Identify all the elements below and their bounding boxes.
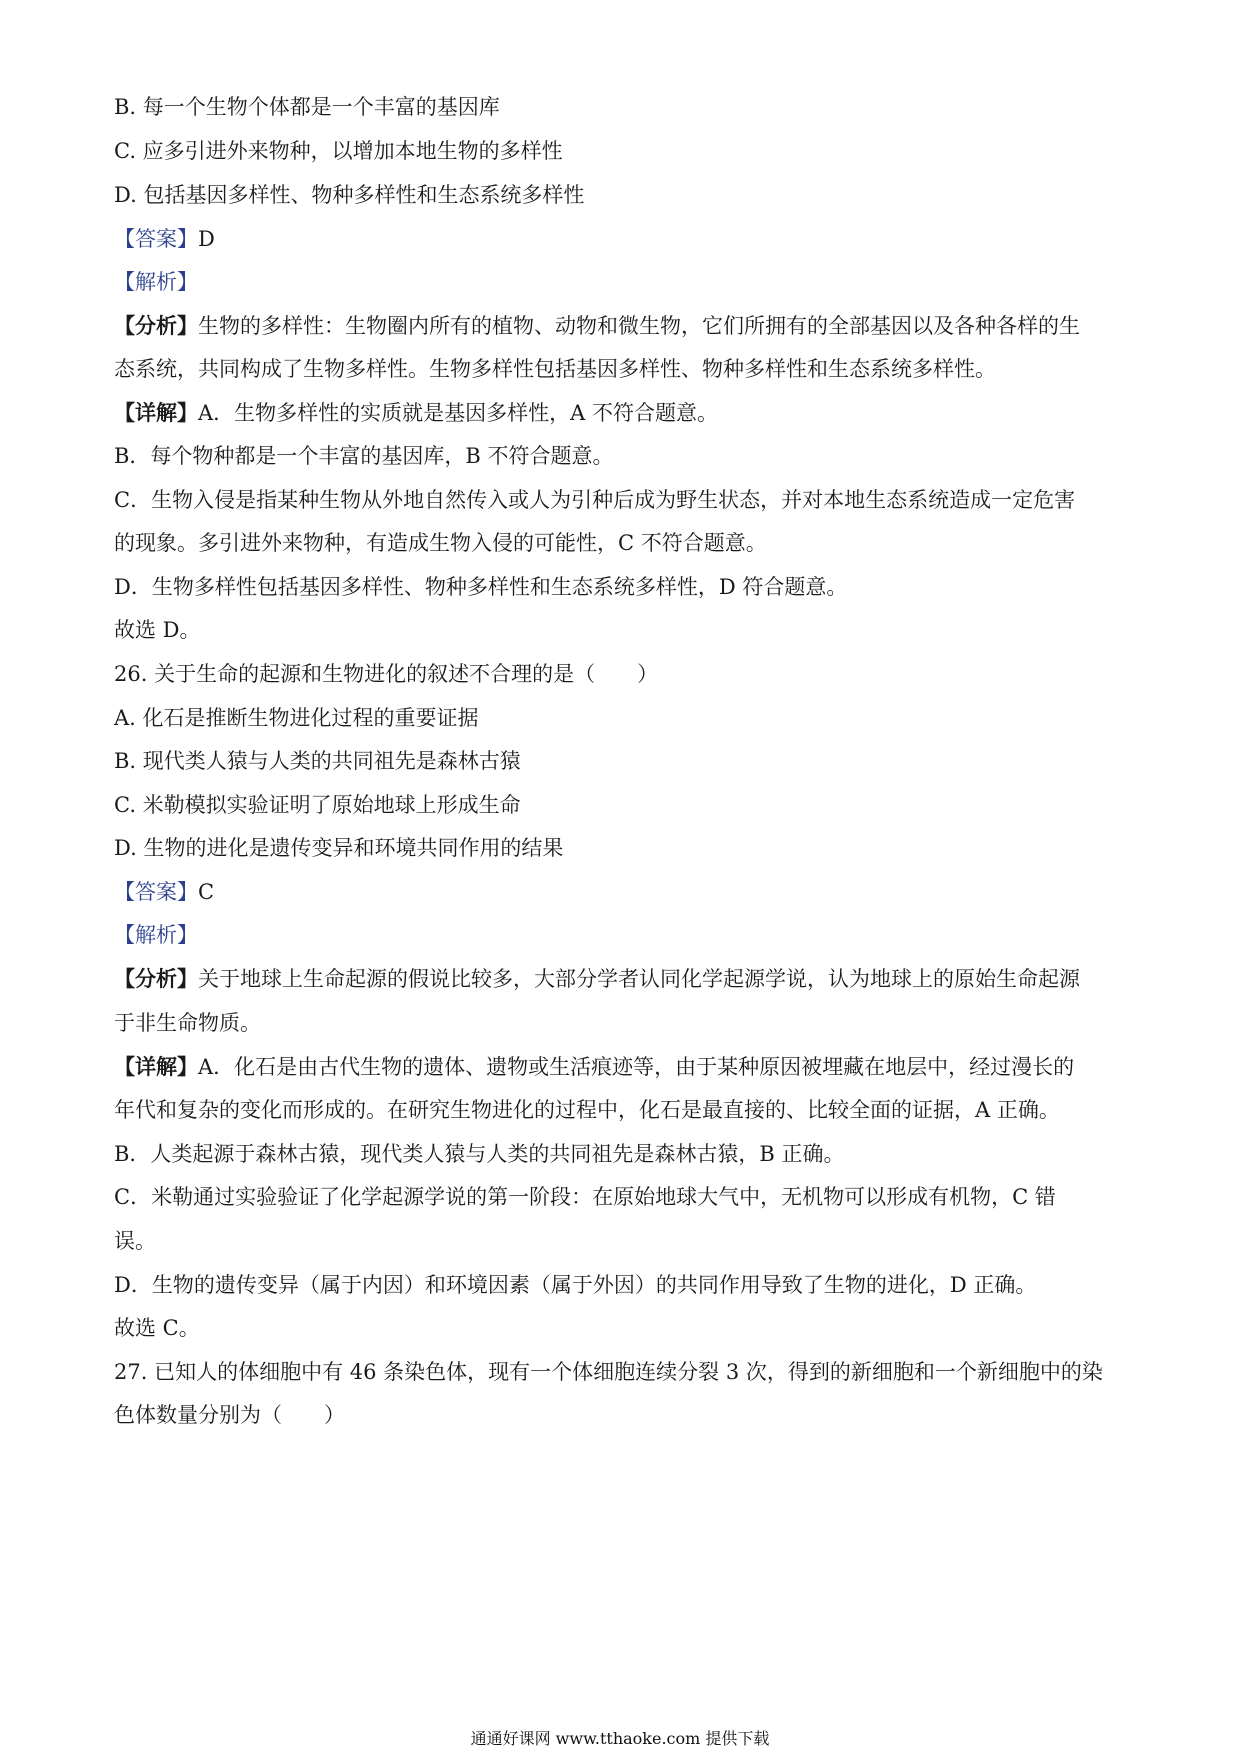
q25-option-c: C. 应多引进外来物种，以增加本地生物的多样性 [114, 139, 563, 163]
q26-choose: 故选 C。 [114, 1316, 200, 1340]
answer-tag: 【答案】 [114, 880, 198, 904]
q25-detail-c1: C．生物入侵是指某种生物从外地自然传入或人为引种后成为野生状态，并对本地生态系统造成一定危害 [114, 488, 1076, 512]
q26-answer [114, 877, 1134, 907]
detail-text: A．化石是由古代生物的遗体、遗物或生活痕迹等，由于某种原因被埋藏在地层中，经过漫长的 [198, 1055, 1075, 1079]
page-footer: 通通好课网 www.tthaoke.com 提供下载 [470, 1729, 770, 1748]
q26-jiexi-tag: 【解析】 [114, 923, 198, 947]
q26-detail-b: B．人类起源于森林古猿，现代类人猿与人类的共同祖先是森林古猿，B 正确。 [114, 1142, 845, 1166]
q26-detail-a1 [114, 1052, 1134, 1082]
q26-detail-c2: 误。 [114, 1229, 156, 1253]
q26-detail-a2: 年代和复杂的变化而形成的。在研究生物进化的过程中，化石是最直接的、比较全面的证据，A 正确。 [114, 1098, 1060, 1122]
q27-stem-line2: 色体数量分别为（ ） [114, 1403, 345, 1427]
analysis-text: 关于地球上生命起源的假说比较多，大部分学者认同化学起源学说，认为地球上的原始生命起源 [198, 967, 1080, 991]
q26-detail-d: D．生物的遗传变异（属于内因）和环境因素（属于外因）的共同作用导致了生物的进化，D 正确。 [114, 1273, 1037, 1297]
q25-detail-c2: 的现象。多引进外来物种，有造成生物入侵的可能性，C 不符合题意。 [114, 531, 767, 555]
q26-option-b: B. 现代类人猿与人类的共同祖先是森林古猿 [114, 749, 521, 773]
q26-detail-c1: C．米勒通过实验验证了化学起源学说的第一阶段：在原始地球大气中，无机物可以形成有机物，C 错 [114, 1185, 1056, 1209]
analysis-tag: 【分析】 [114, 313, 198, 338]
q26-stem: 26. 关于生命的起源和生物进化的叙述不合理的是（ ） [114, 662, 659, 686]
q25-answer [114, 224, 1134, 254]
q25-option-d: D. 包括基因多样性、物种多样性和生态系统多样性 [114, 183, 585, 207]
analysis-tag: 【分析】 [114, 966, 198, 991]
q26-option-d: D. 生物的进化是遗传变异和环境共同作用的结果 [114, 836, 564, 860]
q26-analysis-line2: 于非生命物质。 [114, 1011, 261, 1035]
answer-value: C [198, 880, 215, 904]
detail-tag: 【详解】 [114, 400, 198, 425]
q25-jiexi-tag: 【解析】 [114, 270, 198, 294]
q25-detail-a [114, 398, 1134, 428]
q25-analysis-line2: 态系统，共同构成了生物多样性。生物多样性包括基因多样性、物种多样性和生态系统多样性。 [114, 357, 996, 381]
q25-choose: 故选 D。 [114, 618, 201, 642]
answer-value: D [198, 227, 215, 251]
q26-option-c: C. 米勒模拟实验证明了原始地球上形成生命 [114, 793, 521, 817]
analysis-text: 生物的多样性：生物圈内所有的植物、动物和微生物，它们所拥有的全部基因以及各种各样的生 [198, 314, 1080, 338]
answer-tag: 【答案】 [114, 227, 198, 251]
q25-analysis-line1 [114, 311, 1134, 341]
q26-analysis-line1 [114, 964, 1134, 994]
detail-tag: 【详解】 [114, 1054, 198, 1079]
q25-detail-d: D．生物多样性包括基因多样性、物种多样性和生态系统多样性，D 符合题意。 [114, 575, 848, 599]
q25-option-b: B. 每一个生物个体都是一个丰富的基因库 [114, 95, 500, 119]
q27-stem-line1: 27. 已知人的体细胞中有 46 条染色体，现有一个体细胞连续分裂 3 次，得到的新细胞和一个新细胞中的染 [114, 1360, 1103, 1384]
q25-detail-b: B．每个物种都是一个丰富的基因库，B 不符合题意。 [114, 444, 614, 468]
detail-text: A．生物多样性的实质就是基因多样性，A 不符合题意。 [198, 401, 719, 425]
q26-option-a: A. 化石是推断生物进化过程的重要证据 [114, 706, 479, 730]
